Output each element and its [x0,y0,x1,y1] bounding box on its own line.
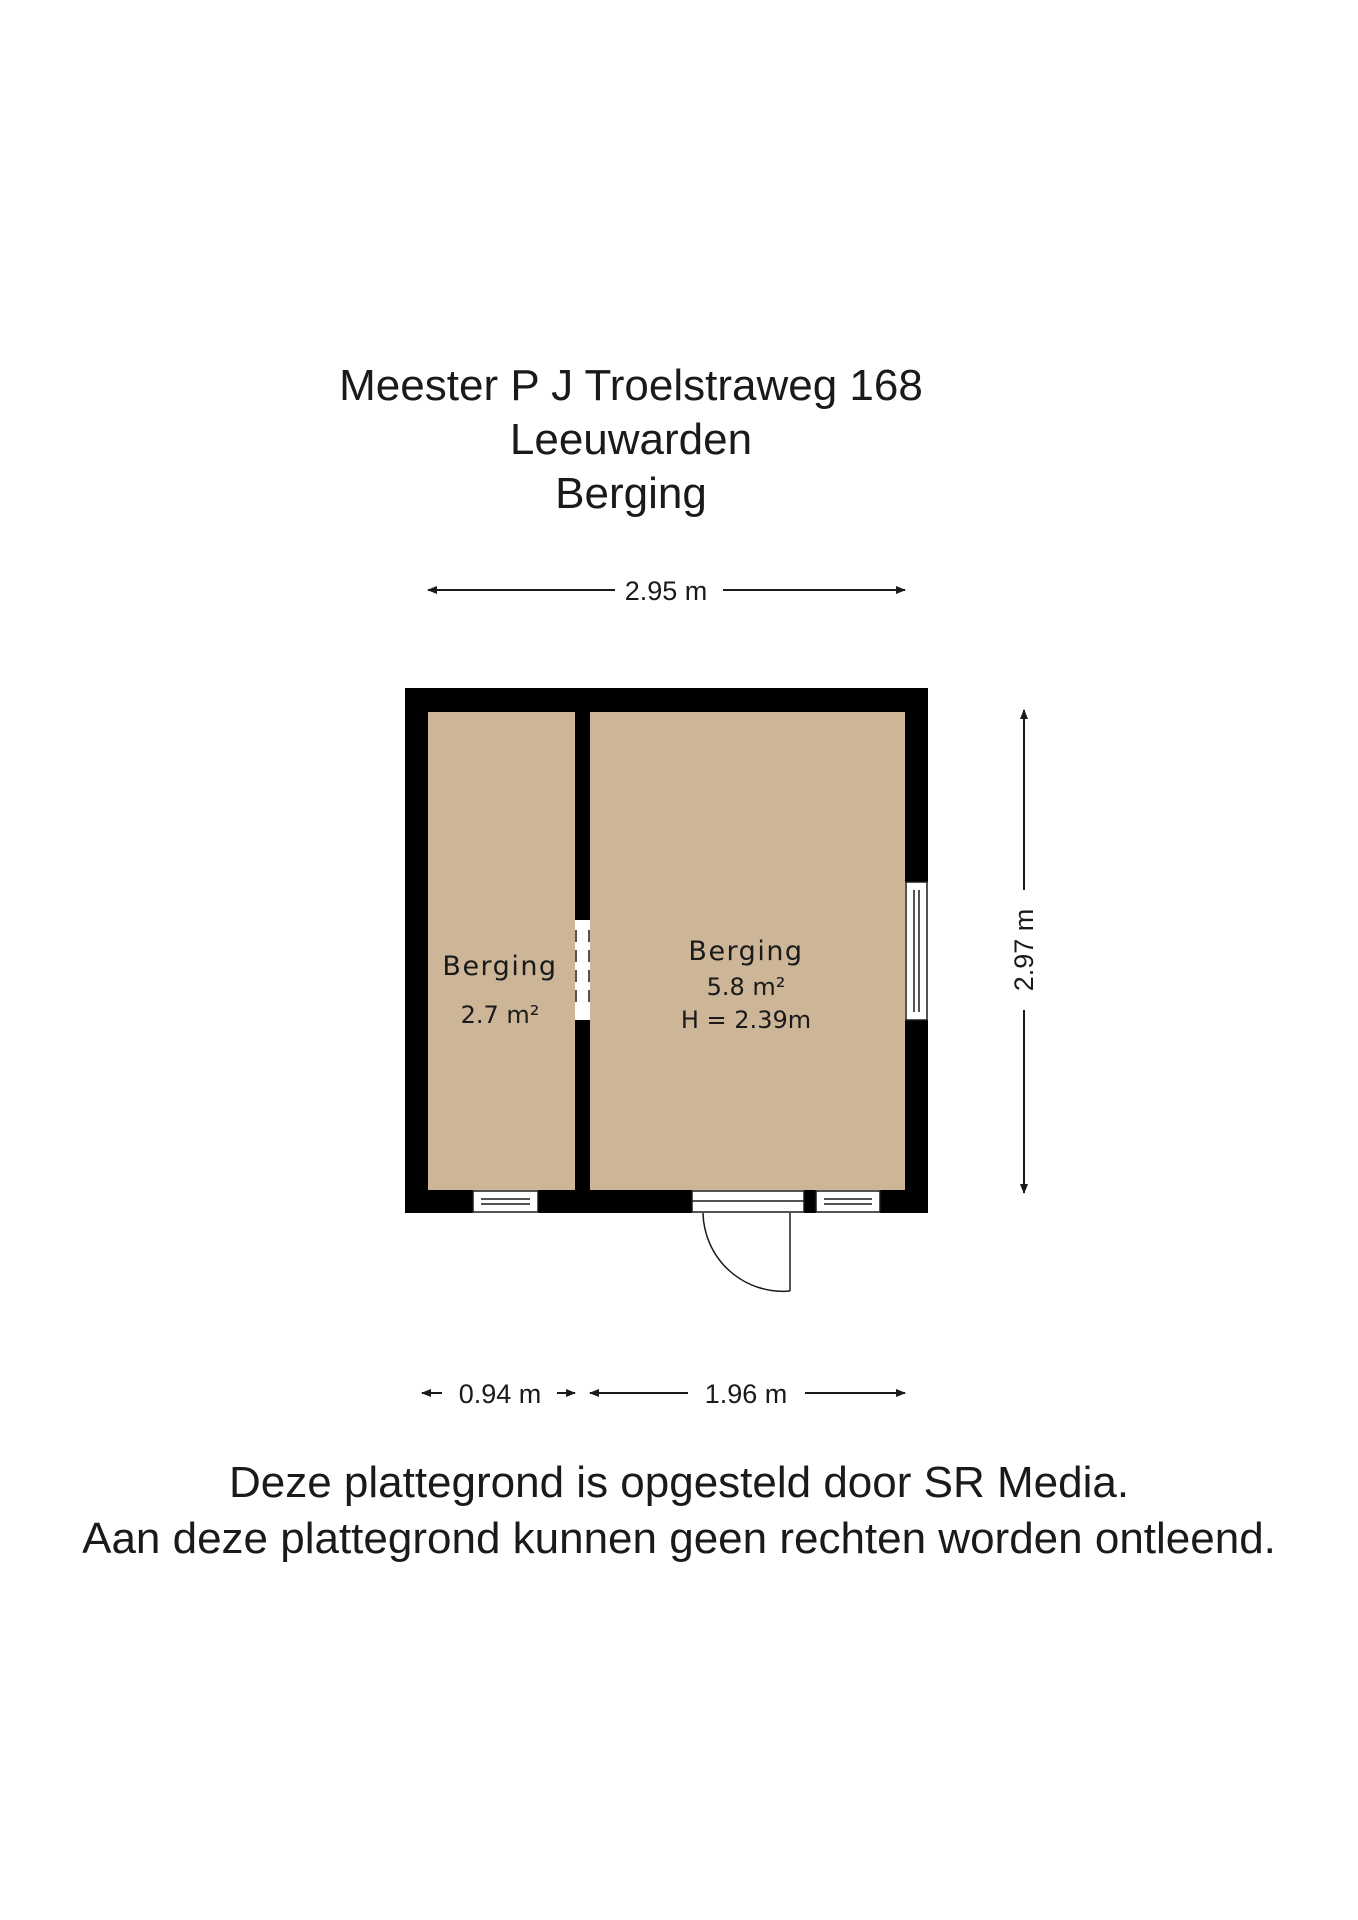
wall-bottom-4 [880,1190,928,1213]
top-width-label: 2.95 m [624,576,708,606]
city-title: Leeuwarden [509,415,753,464]
wall-right-upper [905,688,928,882]
wall-top [405,688,928,712]
wall-bottom-3 [804,1190,816,1213]
bottom-left-width-label: 0.94 m [458,1379,542,1409]
wall-bottom-2 [538,1190,692,1213]
address-title: Meester P J Troelstraweg 168 [339,361,923,410]
room-name: Berging [688,936,804,967]
door-swing-arc [703,1213,790,1291]
bottom-dimension-right [590,1379,905,1409]
window-bottom-left [473,1191,538,1212]
bottom-dimension-left [422,1379,575,1409]
room-name: Berging [442,951,558,982]
window-right [906,882,927,1020]
floor-title: Berging [555,469,707,518]
top-dimension [428,576,905,606]
right-height-label: 2.97 m [1009,908,1039,992]
disclaimer-line-1: Deze plattegrond is opgesteld door SR Media. [228,1458,1130,1507]
interior-wall-upper [575,712,590,920]
right-dimension [1009,710,1039,1193]
window-bottom-right [816,1191,880,1212]
room-height: H = 2.39m [680,1006,812,1034]
room-area: 5.8 m² [706,973,786,1001]
interior-wall-lower [575,1020,590,1190]
disclaimer-line-2: Aan deze plattegrond kunnen geen rechten worden ontleend. [82,1514,1276,1563]
wall-left [405,688,428,1213]
wall-bottom-1 [405,1190,473,1213]
interior-door-opening [576,920,589,1020]
entrance-door [692,1191,804,1291]
wall-right-lower [905,1020,928,1213]
room-area: 2.7 m² [460,1001,540,1029]
bottom-right-width-label: 1.96 m [704,1379,788,1409]
